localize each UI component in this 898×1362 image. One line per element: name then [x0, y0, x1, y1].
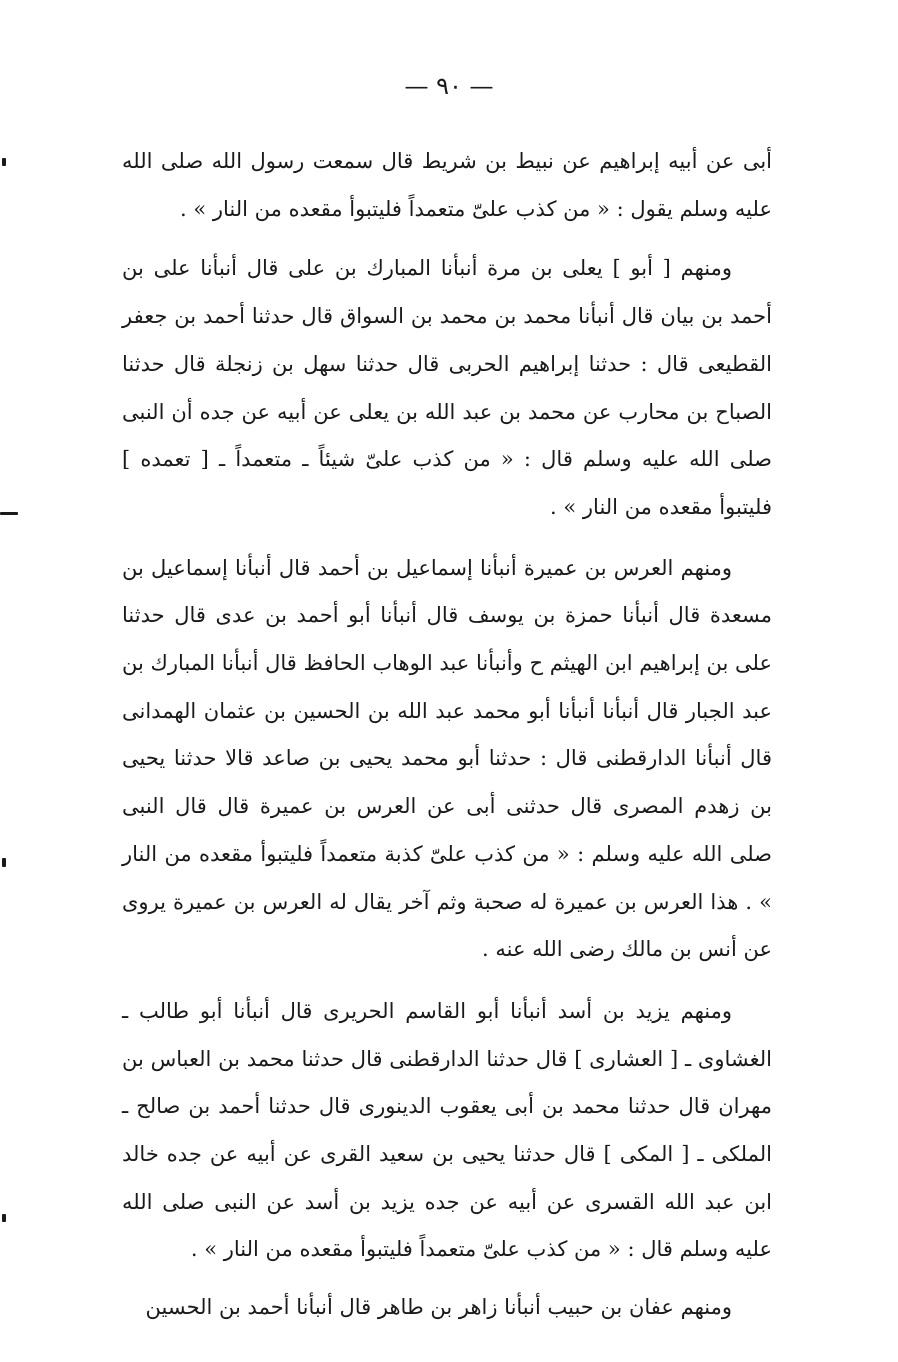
paragraph-1: أبى عن أبيه إبراهيم عن نبيط بن شريط قال سمعت رسول الله صلى الله عليه وسلم يقول : « من كذب علىّ متعمداً فليتبوأ مقعده من النار » .	[122, 149, 772, 221]
text-body	[122, 138, 772, 1332]
scan-edge-mark	[2, 1214, 6, 1222]
scan-edge-mark	[2, 858, 6, 867]
page-number: — ٩٠ —	[404, 72, 494, 100]
scan-edge-mark	[2, 158, 6, 166]
paragraph-5: ومنهم عفان بن حبيب أنبأنا زاهر بن طاهر قال أنبأنا أحمد بن الحسين	[145, 1295, 732, 1320]
paragraph-2: ومنهم [ أبو ] يعلى بن مرة أنبأنا المبارك بن على قال أنبأنا على بن أحمد بن بيان قال أنبأنا محمد بن محمد بن السواق قال حدثنا أحمد بن جعفر القطيعى قال : حدثنا إبراهيم الحربى قال حدثنا سهل بن زنجلة قال حدثنا الصباح بن محارب عن محمد بن عبد الله بن يعلى عن أبيه عن جده أن النبى صلى الله عليه وسلم قال : « من كذب علىّ شيئاً ـ متعمداً ـ [ تعمده ] فليتبوأ مقعده من النار » .	[122, 256, 772, 519]
paragraph-3: ومنهم العرس بن عميرة أنبأنا إسماعيل بن أحمد قال أنبأنا إسماعيل بن مسعدة قال أنبأنا حمزة بن يوسف قال أنبأنا أبو أحمد بن عدى قال حدثنا على بن إبراهيم ابن الهيثم ح وأنبأنا عبد الوهاب الحافظ قال أنبأنا المبارك بن عبد الجبار قال أنبأنا أنبأنا أبو محمد عبد الله بن الحسين بن عثمان الهمدانى قال أنبأنا الدارقطنى قال : حدثنا أبو محمد يحيى بن صاعد قالا حدثنا يحيى بن زهدم المصرى قال حدثنى أبى عن العرس بن عميرة قال قال النبى صلى الله عليه وسلم : « من كذب علىّ كذبة متعمداً فليتبوأ مقعده من النار » . هذا العرس بن عميرة له صحبة وثم آخر يقال له العرس بن عميرة يروى عن أنس بن مالك رضى الله عنه .	[122, 555, 772, 962]
scan-edge-mark	[0, 512, 18, 515]
paragraph-4: ومنهم يزيد بن أسد أنبأنا أبو القاسم الحريرى قال أنبأنا أبو طالب ـ الغشاوى ـ [ العشارى ] قال حدثنا الدارقطنى قال حدثنا محمد بن العباس بن مهران قال حدثنا محمد بن أبى يعقوب الدينورى قال حدثنا أحمد بن صالح ـ الملكى ـ [ المكى ] قال حدثنا يحيى بن سعيد القرى عن أبيه عن جده خالد ابن عبد الله القسرى عن أبيه عن جده يزيد بن أسد عن النبى صلى الله عليه وسلم قال : « من كذب علىّ متعمداً فليتبوأ مقعده من النار » .	[122, 998, 772, 1262]
